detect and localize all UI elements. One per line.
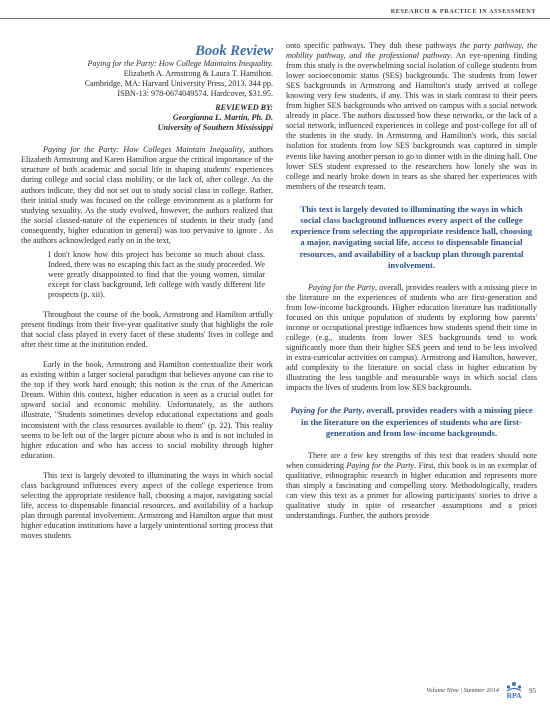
right-paragraph-1-text-b: . An eye-opening finding from this study is the overwhelming social isolation of college students from lower socioeconomic status (SES) backgrounds. The students from lower SES backgrounds in Armstrong and Hamilton's study arrived at college knowing very few students, if any. This was in stark contrast to their peers from higher SES backgrounds who arrived on campus with a social network already in place. The authors discussed how these networks, or the lack of a social network, influenced experiences in college and post-college for all of the students in the study. In Armstrong and Hamilton's work, this social isolation for students from low SES backgrounds was captured in simple events like having another person to go to dinner with in the dining hall. One lower SES student expressed to the researchers how lonely she was in college and nearly broke down in tears as she shared her experiences with members of the research team. [286, 51, 538, 191]
rpa-logo-text: RPA [506, 691, 522, 700]
inline-book-title-3: Paying for the Party [346, 461, 415, 471]
right-column [286, 41, 537, 521]
left-paragraph-4: This text is largely devoted to illuminating the ways in which social class background influences every aspect of the college experience from selecting the appropriate residence hall, choosing a major, navigating social life, access to dispensable financial resources, and availability of a backup plan through parental involvement. Armstrong and Hamilton argue that most higher education institutions have a largely unintentional sorting process that moves students [21, 470, 273, 540]
journal-issue: Volume Nine | Summer 2014 [426, 687, 499, 694]
reviewer-name: Georgianna L. Martin, Ph. D. [172, 113, 273, 123]
page-number: 95 [529, 686, 536, 695]
left-paragraph-2: Throughout the course of the book, Armstrong and Hamilton artfully present findings from their five-year qualitative study that highlight the role that social class played in every facet of these students' lives in college and after their time at the institution ended. [21, 310, 273, 350]
running-head: RESEARCH & PRACTICE IN ASSESSMENT [390, 8, 536, 15]
cited-authors: Elizabeth A. Armstrong & Laura T. Hamilton. [123, 69, 273, 79]
citation [21, 59, 273, 99]
reviewer-affiliation: University of Southern Mississippi [157, 123, 273, 133]
inline-book-title: Paying for the Party: How Colleges Maintain Inequality [43, 145, 243, 155]
left-paragraph-3: Early in the book, Armstrong and Hamilton contextualize their work as existing within a larger societal paradigm that believes anyone can rise to the top if they work hard enough; this notion is the crux of the American Dream. Within this context, higher education is seen as a crucial outlet for upward social and economic mobility. Unfortunately, as the authors illustrate, "Students sometimes develop educational expectations and goals inconsistent with the class resources available to them" (p. 22). This reality seems to be left out of the larger picture about who is and is not included in higher education and who has access to social mobility through higher education. [21, 360, 273, 460]
right-paragraph-1 [286, 41, 537, 192]
rpa-logo [505, 681, 523, 700]
cited-book-title: Paying for the Party: How College Maintains Inequality. [87, 59, 273, 68]
inline-book-title-2: Paying for the Party [308, 282, 375, 292]
reviewed-by-label: REVIEWED BY: [215, 103, 273, 113]
right-paragraph-3 [286, 451, 537, 521]
block-quote: I don't know how this project has become so much about class. Indeed, there was no escaping this fact as the study proceeded. We were greatly disappointed to find that the young women, similar except for class background, left college with vastly different life prospects (p. xii). [48, 249, 265, 299]
right-paragraph-3-text-a: There are a few key strengths of this text that readers should note when considering [286, 451, 537, 471]
review-heading: Book Review [195, 43, 273, 59]
left-paragraph-1 [21, 145, 273, 245]
page-footer [426, 681, 536, 700]
pull-quote-2-text: , overall, provides readers with a missing piece in the literature on the experiences of students who are first-generation and from low-income backgrounds. [301, 405, 533, 438]
cited-publisher: Cambridge, MA: Harvard University Press, 2013. 344 pp. [84, 79, 273, 89]
pull-quote-1: This text is largely devoted to illuminating the ways in which social class background influences every aspect of the college experience from selecting the appropriate residence hall, choosing a major, navigating social life, access to dispensable financial resources, and availability of a backup plan through parental involvement. [290, 203, 533, 270]
pathways-names: the party pathway, the mobility pathway, and the professional pathway [286, 41, 538, 61]
pull-quote-2-title: Paying for the Party [290, 405, 363, 416]
pull-quote-2 [290, 405, 533, 439]
header-rule [0, 18, 550, 19]
left-paragraph-1-text: , authors Elizabeth Armstrong and Karen Hamilton argue the critical importance of the structure of both academic and social life in shaping students' experiences during college and social class mobility, or the lack of, after college. As the authors indicate, they did not set out to study social class in college. Rather, their initial study was focused on the college environment as a platform for studying sexuality. As the study evolved, however, the authors realized that the social classed-nature of the experiences of students in their study (and consequently, higher education in general) was too pervasive to ignore . As the authors acknowledged early on in the text, [21, 145, 273, 245]
right-paragraph-2-text: , overall, provides readers with a missing piece in the literature on the experiences of students who are first-generation and from low-income backgrounds. Higher education literature has traditionally focused on this unique population of students by exploring how parents' income or occupational prestige influences how students spend their time in college (e.g., students from lower SES backgrounds tend to work significantly more than their higher SES peers and tend to be less involved in extra-curricular activities on campus). Armstrong and Hamilton, however, add complexity to the literature on social class in higher education by illustrating the less tangible and measurable ways in which social class impacts the lives of students from low SES backgrounds. [286, 282, 537, 393]
right-paragraph-1-text-a: onto specific pathways. They dub these pathways [286, 41, 460, 50]
left-column [21, 40, 273, 541]
right-paragraph-2 [286, 283, 537, 394]
cited-isbn-price: ISBN-13: 978-0674049574. Hardcover, $31.95. [117, 89, 273, 99]
right-paragraph-3-text-b: . First, this book is in an exemplar of qualitative, ethnographic research in higher education and represents more than simply a fascinating and compelling story. Methodologically, readers can view this text as a primer for allowing participants' stories to drive a qualitative study in spite of researcher assumptions and a priori understandings. Further, the authors provide [286, 461, 537, 521]
